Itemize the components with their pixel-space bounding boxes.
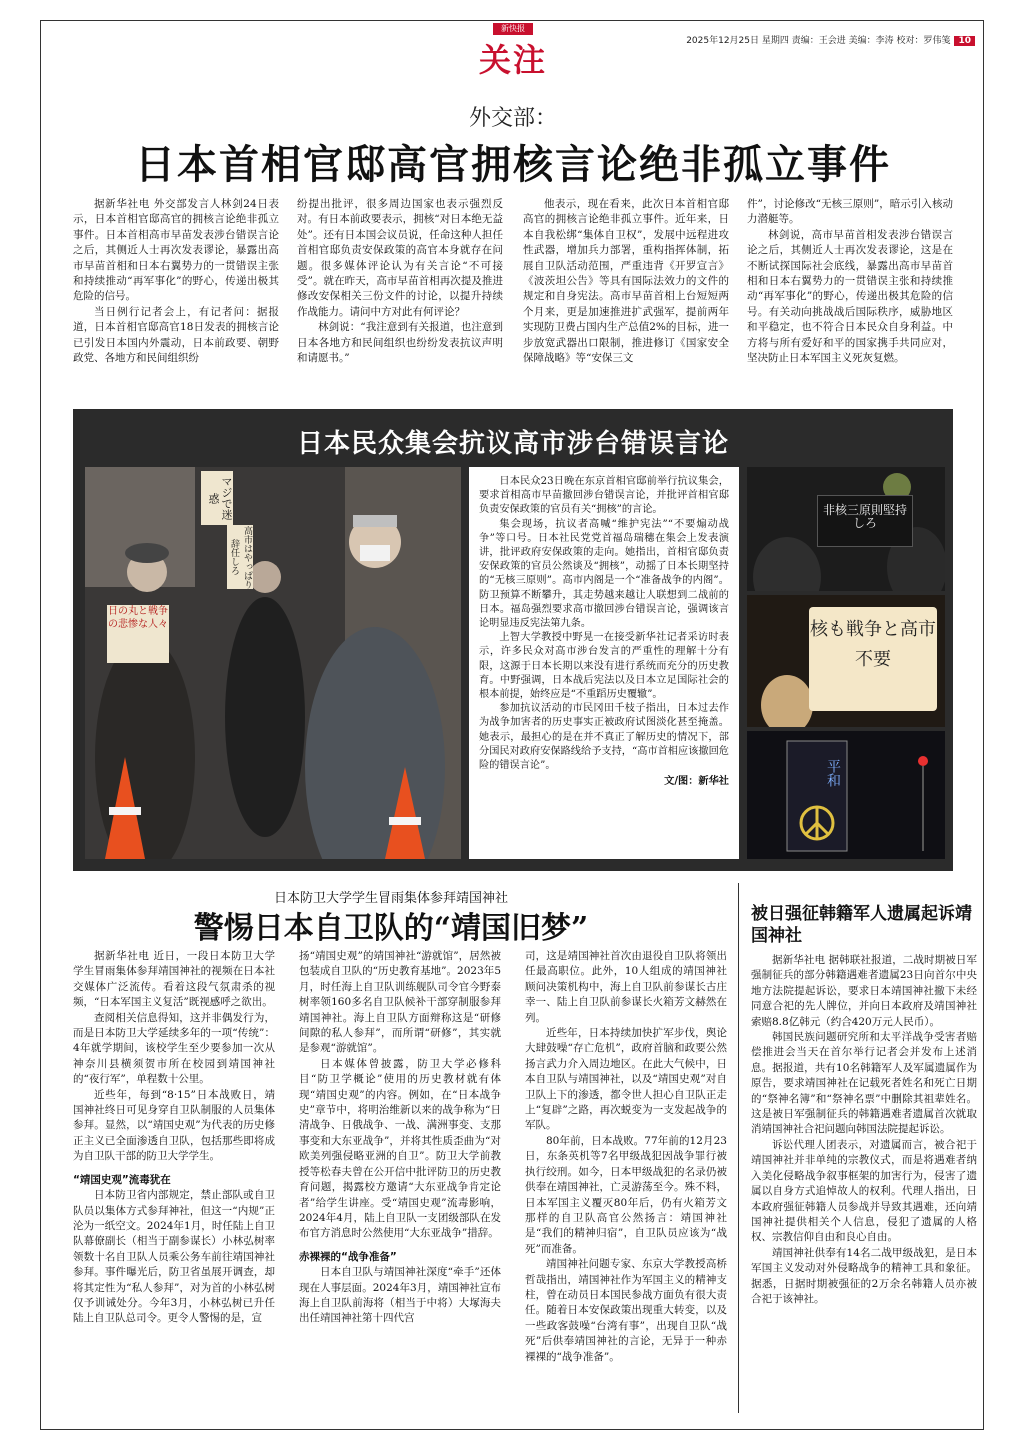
article2-kicker: 日本防卫大学学生冒雨集体参拜靖国神社 (273, 891, 508, 906)
masthead (41, 21, 985, 91)
article2-paragraph: 扬“靖国史观”的靖国神社“游就馆”，居然被包装成自卫队的“历史教育基地”。2023年5月，时任海上自卫队训练舰队司令官今野泰树率领160多名自卫队候补干部穿制服参拜靖国神社。海上自卫队方面辩称这是“研修间隙的私人参拜”，而所谓“研修”，其实就是参观“游就馆”。 (299, 950, 501, 1055)
page-number: 10 (954, 36, 975, 46)
protest-sign-side-1: 非核三原則堅持しろ (817, 495, 913, 547)
article1-paragraph: 当日例行记者会上，有记者问：据报道，日本首相官邸高官18日发表的拥核言论已引发日本国内外震动，日本前政要、朝野政党、各地方和民间组织纷 (73, 305, 279, 365)
article2-subhead-2: 赤裸裸的“战争准备” (299, 1250, 397, 1263)
paper-name-badge: 新快报 (493, 23, 533, 35)
article2-paragraph: 靖国神社问题专家、东京大学教授高桥哲哉指出，靖国神社作为军国主义的精神支柱，曾在动员日本国民参战方面负有很大责任。随着日本安保政策出现重大转变，以及一些政客鼓噪“台湾有事”，出现自卫队“战死”后供奉靖国神社的言论，无异于一种赤裸裸的“战争准备”。 (525, 1258, 727, 1363)
article3-headline: 被日强征韩籍军人遗属起诉靖国神社 (751, 904, 972, 946)
photo-credit: 文/图：新华社 (664, 776, 729, 788)
photo-story-paragraph: 集会现场，抗议者高喊“维护宪法”“不要煽动战争”等口号。日本社民党党首福岛瑞穗在集会上发表演讲，批评政府安保政策的走向。她指出，首相官邸负责安保政策的官员公然谈及“拥核”，动摇了日本长期坚持的“无核三原则”。高市内阁是一个“准备战争的内阁”。防卫预算不断攀升，其走势越来越让人联想到二战前的日本。福岛强烈要求高市撤回涉台错误言论，强调该言论明显违反宪法第九条。 (479, 518, 729, 630)
issue-meta-text: 2025年12月25日 星期四 责编：王会进 美编：李涛 校对：罗伟笺 (686, 36, 951, 46)
article1-body (73, 197, 953, 397)
protest-photo-side-3-illustration (747, 731, 945, 859)
article2-paragraph: 司，这是靖国神社首次由退役自卫队将领出任最高职位。此外，10人组成的靖国神社顾问决策机构中，海上自卫队前参谋长古庄幸一、陆上自卫队前参谋长火箱芳文赫然在列。 (525, 950, 727, 1024)
article1-paragraph: 据新华社电 外交部发言人林剑24日表示，日本首相官邸高官的拥核言论绝非孤立事件。日本首相高市早苗发表涉台错误言论之后，其侧近人士再次发表谬论，暴露出高市早苗首相和日本右翼势力的一贯错误主张和持续推动“再军事化”的野心，传递出极其危险的信号。 (73, 198, 279, 303)
photo-story-paragraph: 上智大学教授中野晃一在接受新华社记者采访时表示，许多民众对高市涉台发言的严重性的理解十分有限，这源于日本长期以来没有进行系统而充分的历史教育。中野强调，日本战后宪法以及日本立足国际社会的根本前提，始终应是“不重蹈历史覆辙”。 (479, 632, 729, 701)
article1-headline: 日本首相官邸高官拥核言论绝非孤立事件 (135, 141, 891, 188)
article1-paragraph: 纷提出批评，很多周边国家也表示强烈反对。有日本前政要表示，拥核“对日本绝无益处”。还有日本国会议员说，任命这种人担任首相官邸负责安保政策的高官本身就存在问题。很多媒体评论认为有关言论“不可接受”。就在昨天，高市早苗首相再次提及推进修改安保相关三份文件的讨论，以提升持续作战能力。请问中方对此有何评论？ (297, 198, 503, 318)
protest-photo-side-3 (747, 731, 945, 859)
photo-story (73, 409, 953, 871)
article2-col-2 (299, 949, 501, 1421)
article2-body (73, 949, 733, 1421)
protest-sign-side-3: 平和 (825, 759, 841, 787)
article2-headline: 警惕日本自卫队的“靖国旧梦” (193, 911, 589, 946)
article2-subhead-1: “靖国史观”流毒犹在 (73, 1173, 171, 1186)
article2-paragraph: 据新华社电 近日，一段日本防卫大学学生冒雨集体参拜靖国神社的视频在日本社交媒体广泛流传。看着这段气氛肃杀的视频，“日本军国主义复活”既视感呼之欲出。 (73, 950, 275, 1009)
article2-paragraph: 查阅相关信息得知，这并非偶发行为，而是日本防卫大学延续多年的一项“传统”：4年就学期间，该校学生至少要参加一次从神奈川县横须贺市所在校园到靖国神社的“夜行军”，单程数十公里。 (73, 1011, 275, 1086)
newspaper-page (40, 20, 984, 1430)
article2-paragraph: 日本自卫队与靖国神社深度“牵手”还体现在人事层面。2024年3月，靖国神社宣布海上自卫队前海将（相当于中将）大塚海夫出任靖国神社第十四代宫 (299, 1266, 501, 1325)
protest-photo-side-2 (747, 595, 945, 727)
photo-story-title: 日本民众集会抗议高市涉台错误言论 (296, 429, 729, 459)
protest-photo-main (85, 467, 461, 859)
article3-paragraph: 韩国民族问题研究所和太平洋战争受害者赔偿推进会当天在首尔举行记者会并发布上述消息。据报道，共有10名韩籍军人及军属遗属作为原告，要求靖国神社在记载死者姓名和死亡日期的“祭神名簿”和“祭神名票”中删除其祖辈姓名。这是被日军强制征兵的韩籍遇难者遗属首次就取消靖国神社合祀问题向韩国法院提起诉讼。 (751, 1031, 977, 1136)
protest-sign-1: マジで迷惑 (201, 471, 233, 525)
article3-paragraph: 靖国神社供奉有14名二战甲级战犯，是日本军国主义发动对外侵略战争的精神工具和象征。据悉，日据时期被强征的2万余名韩籍人员亦被合祀于该神社。 (751, 1246, 977, 1305)
protest-sign-2: 高市はやっぱり辞任しろ (229, 525, 252, 589)
section-title: 关注 (478, 41, 547, 79)
article1-paragraph: 林剑说，高市早苗首相发表涉台错误言论之后，其侧近人士再次发表谬论，这是在不断试探国际社会底线，暴露出高市早苗首相和日本右翼势力的一贯错误主张和持续推动“再军事化”的野心，传递出极其危险的信号。有关动向挑战战后国际秩序，威胁地区和平稳定，也不符合日本民众自身利益。中方将与所有爱好和平的国家携手共同应对，坚决防止日本军国主义死灰复燃。 (747, 228, 953, 365)
protest-photo-illustration (85, 467, 461, 859)
article3-body (751, 953, 977, 1421)
article2-col-1 (73, 949, 275, 1421)
protest-sign-3: 日の丸と戦争の悲惨な人々 (107, 605, 169, 663)
article1-col-3 (523, 197, 729, 397)
photo-story-paragraph: 参加抗议活动的市民冈田千枝子指出，日本过去作为战争加害者的历史事实正被政府试图淡化甚至掩盖。她表示，最担心的是在并不真正了解历史的情况下，部分国民对政府安保路线给予支持，“高市首相应该撤回危险的错误言论”。 (479, 703, 729, 772)
article1-paragraph: 件”，讨论修改“无核三原则”，暗示引入核动力潜艇等。 (747, 198, 953, 226)
article2-paragraph: 日本防卫省内部规定，禁止部队或自卫队员以集体方式参拜神社，但这一“内规”正沦为一纸空文。2024年1月，时任陆上自卫队幕僚副长（相当于副参谋长）小林弘树率领数十名自卫队人员乘公务车前往靖国神社参拜。事件曝光后，防卫省虽展开调查，却将其定性为“私人参拜”，对为首的小林弘树仅予训诫处分。今年3月，小林弘树已升任陆上自卫队总司令。更令人警惕的是，宣 (73, 1189, 275, 1325)
article2-paragraph: 日本媒体曾披露，防卫大学必修科目“防卫学概论”使用的历史教材就有体现“靖国史观”的内容。例如，在“日本战争史”章节中，将明治维新以来的战争称为“日清战争、日俄战争、一战、满洲事变、支那事变和大东亚战争”，并将其性质歪曲为“对欧美列强侵略亚洲的自卫”。防卫大学前教授等松春夫曾在公开信中批评防卫的历史教育问题，揭露校方邀请“大东亚战争肯定论者”给学生讲座。受“靖国史观”流毒影响，2024年4月，陆上自卫队一支团级部队在发布官方消息时公然使用“大东亚战争”措辞。 (299, 1057, 501, 1240)
article2-col-3 (525, 949, 727, 1421)
article2-paragraph: 近些年，日本持续加快扩军步伐，舆论大肆鼓噪“存亡危机”，政府首脑和政要公然扬言武力介入周边地区。在此大气候中，日本自卫队与靖国神社，以及“靖国史观”对自卫队上下的渗透，都令世人担心自卫队正走上“复辟”之路，再次蜕变为一支发起战争的军队。 (525, 1027, 727, 1132)
article3-col (751, 953, 977, 1421)
issue-meta (686, 33, 975, 46)
protest-photo-side-1 (747, 467, 945, 591)
article1-col-1 (73, 197, 279, 397)
article1-col-4 (747, 197, 953, 397)
article1-paragraph: 林剑说：“我注意到有关报道，也注意到日本各地方和民间组织也纷纷发表抗议声明和请愿书。” (297, 321, 503, 365)
photo-story-text (469, 467, 739, 859)
article1-col-2 (297, 197, 503, 397)
article1-kicker: 外交部： (468, 106, 557, 131)
article3-paragraph: 据新华社电 据韩联社报道，二战时期被日军强制征兵的部分韩籍遇难者遗属23日向首尔中央地方法院提起诉讼，要求日本靖国神社撤下未经同意合祀的先人牌位，并向日本政府及靖国神社索赔8.8亿韩元（约合420万元人民币）。 (751, 954, 977, 1028)
article3-paragraph: 诉讼代理人团表示，对遗属而言，被合祀于靖国神社并非单纯的宗教仪式，而是将遇难者纳入美化侵略战争叙事框架的加害行为，侵害了遗属以自身方式追悼故人的权利。代理人指出，日本政府强征韩籍人员参战并导致其遇难，还向靖国神社提供相关个人信息，侵犯了遗属的人格权、宗教信仰自由和良心自由。 (751, 1138, 977, 1244)
photo-story-paragraph: 日本民众23日晚在东京首相官邸前举行抗议集会，要求首相高市早苗撤回涉台错误言论，并批评首相官邸负责安保政策的官员有关“拥核”的言论。 (479, 476, 729, 516)
article2-paragraph: 80年前，日本战败。77年前的12月23日，东条英机等7名甲级战犯因战争罪行被执行绞刑。如今，日本甲级战犯的名录仍被供奉在靖国神社，亡灵游荡至今。殊不料，日本军国主义覆灭80年后，仍有火箱芳文那样的自卫队高官公然扬言：靖国神社是“我们的精神归宿”，自卫队员应该为“战死”而准备。 (525, 1134, 727, 1255)
protest-sign-side-2: 核も戦争と高市不要 (809, 607, 937, 711)
article2-paragraph: 近些年，每到“8·15”日本战败日，靖国神社终日可见身穿自卫队制服的人员集体参拜。显然，以“靖国史观”为代表的历史修正主义已全面渗透自卫队，包括那些即将成为自卫队干部的防卫大学学生。 (73, 1088, 275, 1163)
column-divider (738, 883, 739, 1413)
article1-paragraph: 他表示，现在看来，此次日本首相官邸高官的拥核言论绝非孤立事件。近年来，日本自我松绑“集体自卫权”，发展中远程进攻性武器，增加兵力部署，重构指挥体制，拓展自卫队活动范围，严重违背《开罗宣言》《波茨坦公告》等具有国际法效力的文件的规定和自身宪法。高市早苗首相上台短短两个月来，更是加速推进扩武强军，提前两年实现防卫费占国内生产总值2%的目标，进一步放宽武器出口限制，推进修订《国家安全保障战略》等“安保三文 (523, 198, 729, 365)
